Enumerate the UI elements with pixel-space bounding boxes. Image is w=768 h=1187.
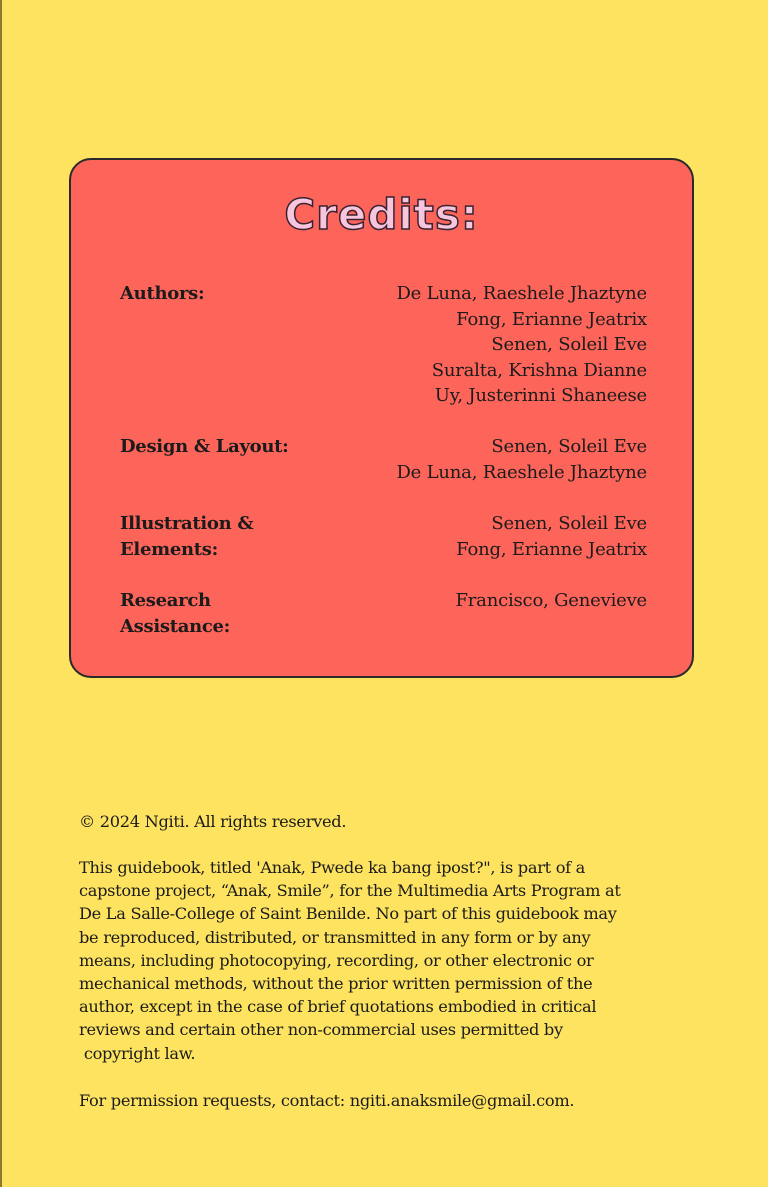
role-label-line: Research xyxy=(120,590,211,611)
role-label-line: Illustration & xyxy=(120,513,254,534)
paragraph-line: copyright law. xyxy=(79,1043,196,1063)
paragraph-line: De La Salle-College of Saint Benilde. No part of this guidebook may xyxy=(79,904,617,924)
names-list-illustration xyxy=(456,511,647,562)
role-label-authors: Authors: xyxy=(120,283,205,304)
role-label-line: Elements: xyxy=(120,539,218,560)
names-list-research xyxy=(455,588,647,614)
credit-name: Fong, Erianne Jeatrix xyxy=(456,538,647,560)
page-edge-line xyxy=(0,0,2,1187)
paragraph-line: means, including photocopying, recording, or other electronic or xyxy=(79,950,594,970)
paragraph-line: capstone project, “Anak, Smile”, for the Multimedia Arts Program at xyxy=(79,881,621,901)
credit-name: Suralta, Krishna Dianne xyxy=(431,359,647,381)
credit-name: De Luna, Raeshele Jhaztyne xyxy=(396,283,647,304)
paragraph-line: mechanical methods, without the prior written permission of the xyxy=(79,974,593,994)
role-label-research xyxy=(120,588,320,640)
credit-name: De Luna, Raeshele Jhaztyne xyxy=(396,461,647,483)
permission-contact: For permission requests, contact: ngiti.anaksmile@gmail.com. xyxy=(79,1091,575,1110)
credits-panel xyxy=(69,158,694,678)
credit-name: Senen, Soleil Eve xyxy=(491,334,647,355)
role-label-illustration xyxy=(120,511,320,563)
paragraph-line: reviews and certain other non-commercial uses permitted by xyxy=(79,1020,563,1040)
names-list-authors xyxy=(396,281,647,409)
credit-name: Senen, Soleil Eve xyxy=(491,513,647,534)
names-list-design-layout xyxy=(396,434,647,485)
rights-paragraph xyxy=(79,856,699,1065)
role-label-design-layout: Design & Layout: xyxy=(120,436,289,457)
copyright-notice: © 2024 Ngiti. All rights reserved. xyxy=(79,812,347,831)
role-label-line: Assistance: xyxy=(120,616,231,637)
credit-name: Senen, Soleil Eve xyxy=(491,436,647,457)
credit-name: Fong, Erianne Jeatrix xyxy=(456,308,647,330)
credits-title: Credits: xyxy=(284,190,479,239)
credit-name: Uy, Justerinni Shaneese xyxy=(434,385,647,406)
credit-name: Francisco, Genevieve xyxy=(455,590,647,611)
paragraph-line: This guidebook, titled 'Anak, Pwede ka bang ipost?", is part of a xyxy=(79,858,586,877)
paragraph-line: be reproduced, distributed, or transmitted in any form or by any xyxy=(79,927,591,947)
paragraph-line: author, except in the case of brief quotations embodied in critical xyxy=(79,997,597,1017)
